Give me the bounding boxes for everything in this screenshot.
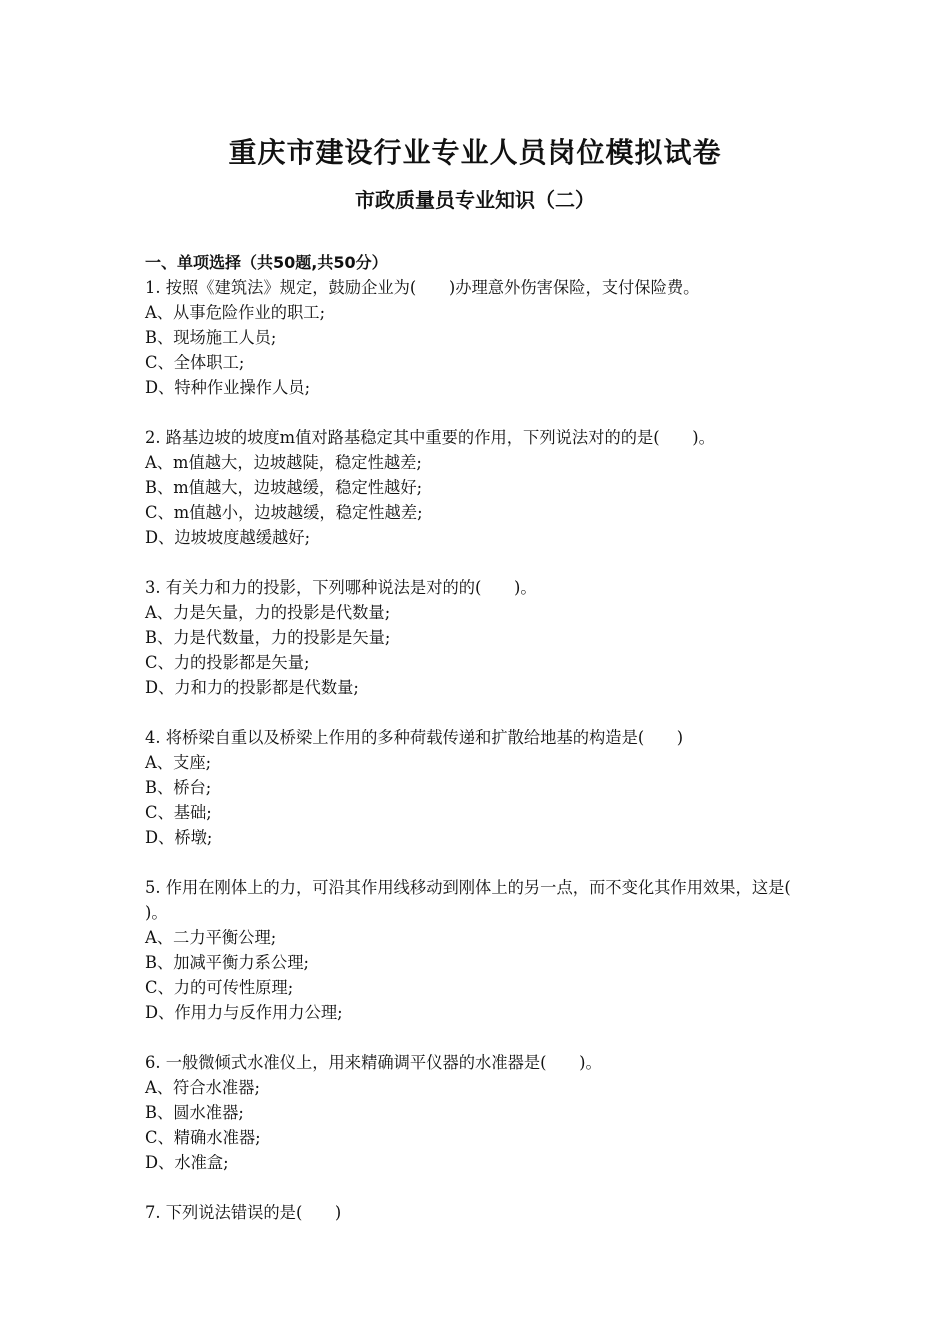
question-stem: 1. 按照《建筑法》规定，鼓励企业为( )办理意外伤害保险，支付保险费。 [145,278,700,297]
question-item [145,1050,810,1175]
answer-option: A、从事危险作业的职工; [145,303,326,322]
answer-option: C、m值越小，边坡越缓，稳定性越差; [145,503,423,522]
answer-option: B、m值越大，边坡越缓，稳定性越好; [145,478,423,497]
answer-option: A、二力平衡公理; [145,928,277,947]
answer-option: C、精确水准器; [145,1128,261,1147]
question-item [145,1200,810,1225]
answer-option: A、m值越大，边坡越陡，稳定性越差; [145,453,422,472]
question-item [145,275,810,400]
answer-option: B、现场施工人员; [145,328,277,347]
section-heading: 一、单项选择（共50题,共50分） [145,253,388,272]
answer-option: D、边坡坡度越缓越好; [145,528,311,547]
answer-option: B、加减平衡力系公理; [145,953,309,972]
question-stem: 2. 路基边坡的坡度m值对路基稳定其中重要的作用，下列说法对的的是( )。 [145,428,715,447]
question-stem: 6. 一般微倾式水准仪上，用来精确调平仪器的水准器是( )。 [145,1053,602,1072]
question-item [145,425,810,550]
answer-option: D、作用力与反作用力公理; [145,1003,343,1022]
question-stem: 4. 将桥梁自重以及桥梁上作用的多种荷载传递和扩散给地基的构造是( ) [145,728,684,747]
answer-option: D、桥墩; [145,828,213,847]
answer-option: C、全体职工; [145,353,245,372]
answer-option: C、力的投影都是矢量; [145,653,310,672]
question-item [145,575,810,700]
question-item [145,725,810,850]
answer-option: A、符合水准器; [145,1078,260,1097]
question-stem: 5. 作用在刚体上的力，可沿其作用线移动到刚体上的另一点，而不变化其作用效果，这是( )。 [145,878,824,922]
question-item [145,875,824,1025]
answer-option: D、力和力的投影都是代数量; [145,678,359,697]
page-subtitle: 市政质量员专业知识（二） [355,188,595,212]
question-stem: 7. 下列说法错误的是( ) [145,1203,342,1222]
answer-option: C、基础; [145,803,212,822]
answer-option: C、力的可传性原理; [145,978,294,997]
question-stem: 3. 有关力和力的投影，下列哪种说法是对的的( )。 [145,578,537,597]
answer-option: A、力是矢量，力的投影是代数量; [145,603,391,622]
page-title: 重庆市建设行业专业人员岗位模拟试卷 [228,136,722,169]
answer-option: D、特种作业操作人员; [145,378,311,397]
answer-option: A、支座; [145,753,212,772]
answer-option: D、水准盒; [145,1153,229,1172]
question-list [145,275,824,1250]
answer-option: B、圆水准器; [145,1103,244,1122]
answer-option: B、力是代数量，力的投影是矢量; [145,628,391,647]
answer-option: B、桥台; [145,778,212,797]
